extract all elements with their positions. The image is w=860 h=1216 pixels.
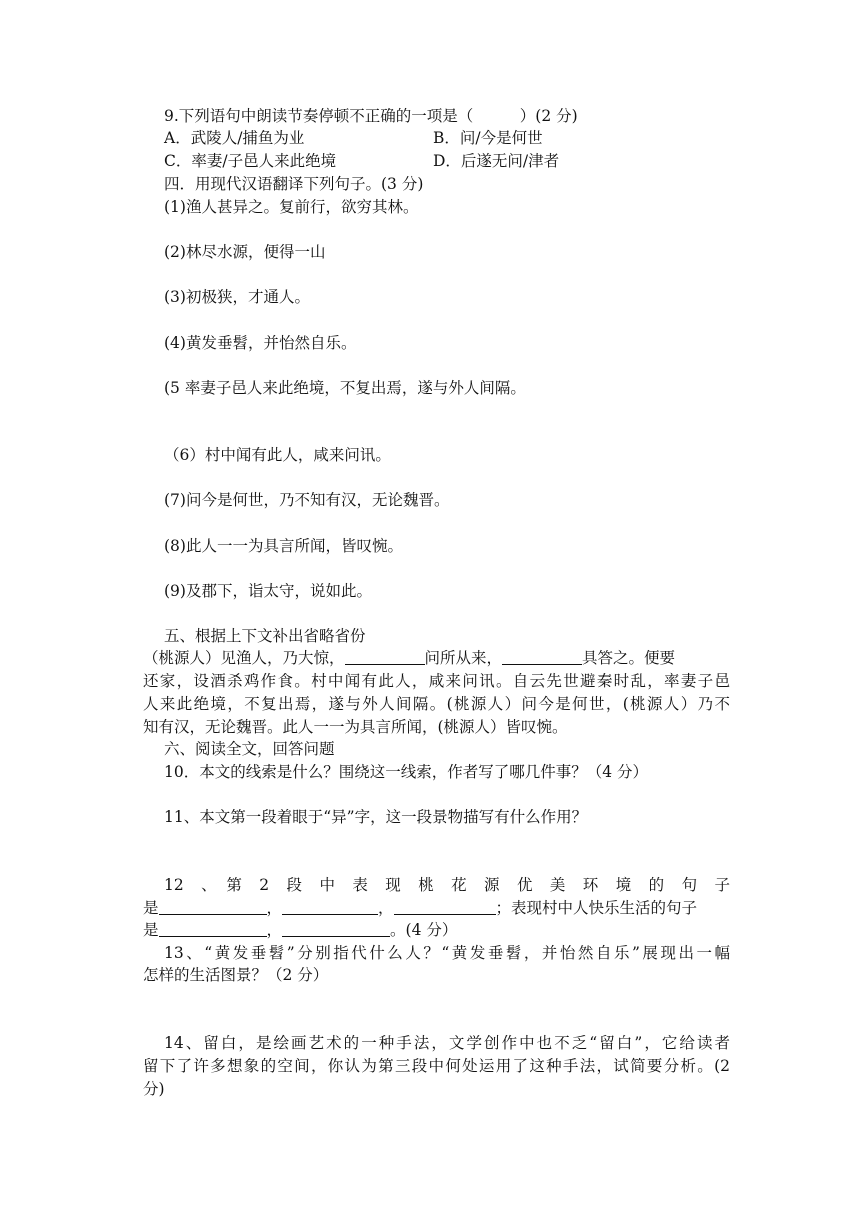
sec5-line-4: 知有汉，无论魏晋。此人一一为具言所闻，(桃源人）皆叹惋。 — [143, 718, 568, 736]
q12-text: ， — [266, 899, 283, 917]
sec5-line-2: 还家，设酒杀鸡作食。村中闻有此人，咸来问讯。自云先世避秦时乱，率妻子邑 — [143, 672, 730, 690]
q9-option-a: A．武陵人/捕鱼为业 — [164, 129, 305, 147]
sec4-item-7: (7)问今是何世，乃不知有汉，无论魏晋。 — [164, 491, 450, 509]
sec4-item-9: (9)及郡下，诣太守，说如此。 — [164, 582, 372, 600]
sec4-item-8: (8)此人一一为具言所闻，皆叹惋。 — [164, 537, 403, 555]
q13-line-1: 13、“黄发垂髫”分别指代什么人？“黄发垂髫，并怡然自乐”展现出一幅 — [164, 944, 730, 962]
q14-line-1: 14、留白，是绘画艺术的一种手法，文学创作中也不乏“留白”，它给读者 — [164, 1034, 730, 1052]
sec4-item-4: (4)黄发垂髫，并怡然自乐。 — [164, 334, 357, 352]
q9-option-b: B．问/今是何世 — [433, 129, 543, 147]
sec4-item-1: (1)渔人甚异之。复前行，欲穷其林。 — [164, 198, 419, 216]
q12-text: 是 — [143, 899, 159, 917]
q9-stem: 9.下列语句中朗读节奏停顿不正确的一项是（ ）(2 分) — [164, 107, 578, 125]
fill-blank[interactable] — [159, 898, 267, 915]
fill-blank[interactable] — [282, 898, 378, 915]
sec4-item-5: (5 率妻子邑人来此绝境，不复出焉，遂与外人间隔。 — [164, 379, 526, 397]
q11-text: 11、本文第一段着眼于“异”字，这一段景物描写有什么作用？ — [164, 808, 588, 826]
q12-line-2 — [143, 897, 730, 919]
q12-line-1: 12 、 第 2 段 中 表 现 桃 花 源 优 美 环 境 的 句 子 — [164, 876, 730, 894]
q14-line-3: 分) — [143, 1080, 165, 1098]
q12-line-3 — [143, 919, 730, 941]
sec5-text: （桃源人）见渔人，乃大惊， — [143, 649, 345, 667]
fill-blank[interactable] — [502, 648, 582, 665]
fill-blank[interactable] — [394, 898, 496, 915]
sec5-line-1 — [143, 647, 730, 669]
q12-text: 是 — [143, 921, 159, 939]
sec6-title: 六、阅读全文，回答问题 — [164, 740, 335, 758]
fill-blank[interactable] — [282, 920, 390, 937]
q12-text: ， — [266, 921, 283, 939]
q12-text: ， — [378, 899, 394, 917]
sec5-text: 具答之。便要 — [582, 649, 676, 667]
sec5-text: 问所从来， — [424, 649, 503, 667]
sec4-item-6: （6）村中闻有此人，咸来问讯。 — [164, 446, 391, 464]
q9-option-d: D．后遂无问/津者 — [433, 152, 560, 170]
q12-text: 。(4 分） — [390, 921, 458, 939]
sec4-title: 四．用现代汉语翻译下列句子。(3 分) — [164, 175, 424, 193]
q9-option-c: C．率妻/子邑人来此绝境 — [164, 152, 337, 170]
fill-blank[interactable] — [345, 648, 425, 665]
sec4-item-3: (3)初极狭，才通人。 — [164, 288, 310, 306]
fill-blank[interactable] — [159, 920, 267, 937]
sec5-title: 五、根据上下文补出省略省份 — [164, 627, 366, 645]
q10-text: 10．本文的线索是什么？围绕这一线索，作者写了哪几件事？（4 分） — [164, 763, 649, 781]
sec4-item-2: (2)林尽水源，便得一山 — [164, 243, 326, 261]
sec5-line-3: 人来此绝境，不复出焉，遂与外人间隔。(桃源人）问今是何世，(桃源人）乃不 — [143, 695, 730, 713]
q14-line-2: 留下了许多想象的空间，你认为第三段中何处运用了这种手法，试简要分析。(2 — [143, 1057, 730, 1075]
q12-text: ；表现村中人快乐生活的句子 — [495, 899, 698, 917]
q13-line-2: 怎样的生活图景？（2 分） — [143, 966, 329, 984]
